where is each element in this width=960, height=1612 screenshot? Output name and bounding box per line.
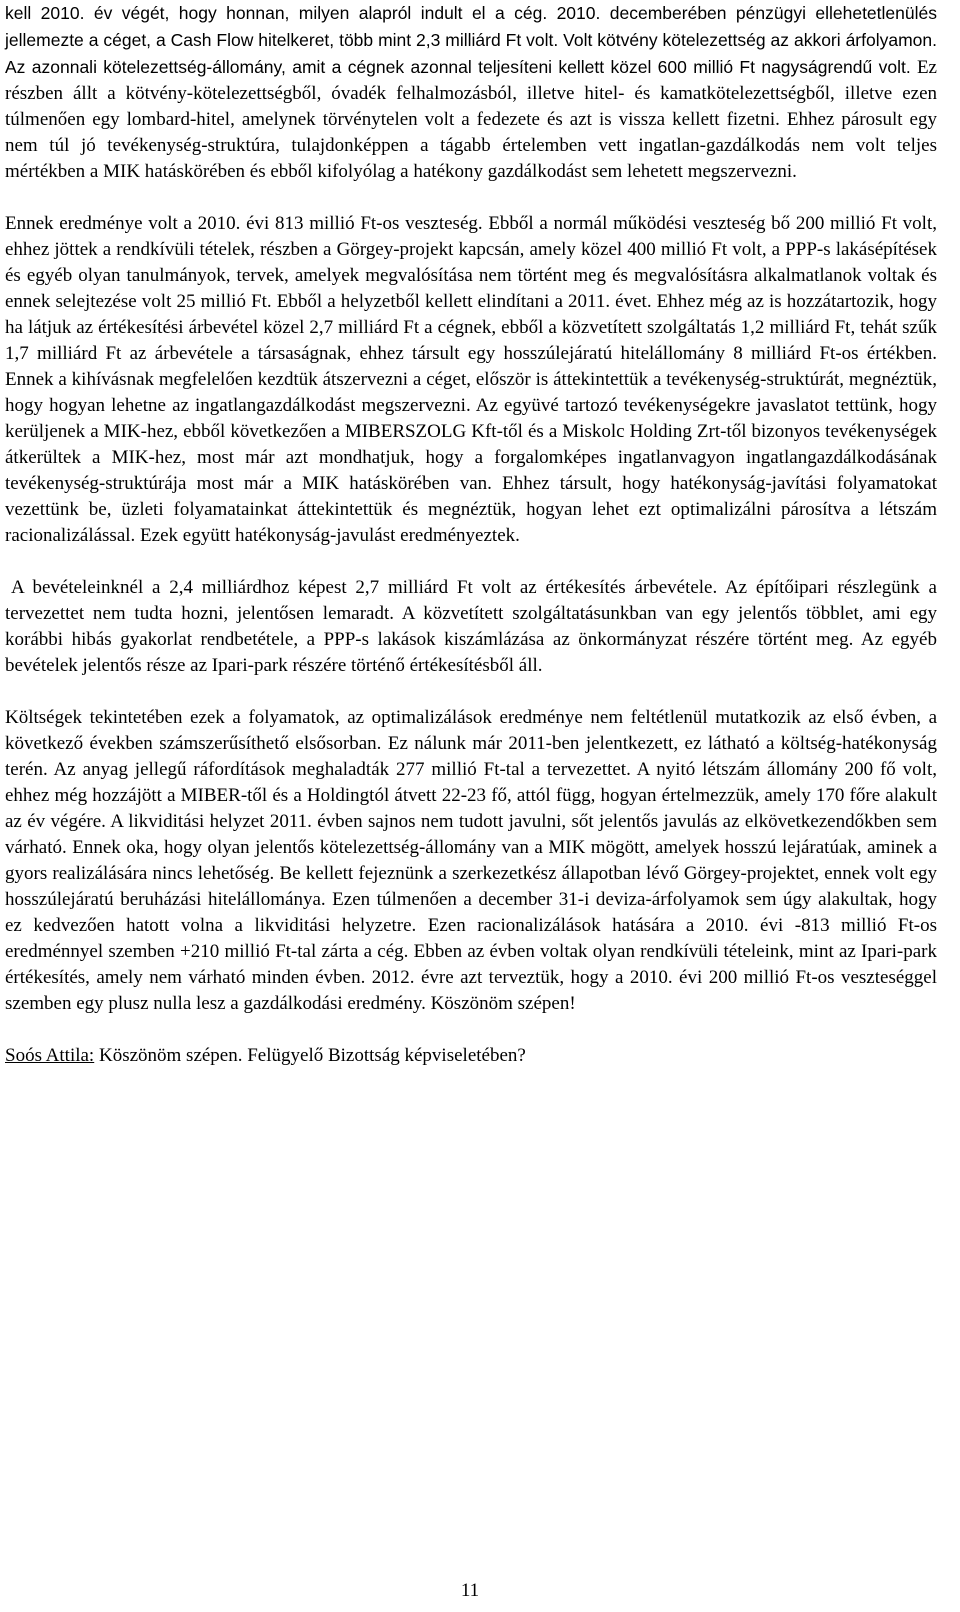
closing-text: Köszönöm szépen. Felügyelő Bizottság képviseletében? bbox=[94, 1045, 526, 1066]
paragraph-1-rest: Ez részben állt a kötvény-kötelezettségből, óvadék felhalmozásból, illetve hitel- és kamatkötelezettségből, illetve ezen túlmenően egy lombard-hitel, amelynek törvénytelen volt a fedezete és azt is vissza kellett fizetni. Ehhez párosult egy nem túl jó tevékenység-struktúra, tulajdonképpen a tágabb értelemben vett ingatlan-gazdálkodás nem volt teljes mértékben a MIK hatáskörében és ebből kifolyólag a hatékony gazdálkodást sem lehetett megszervezni. bbox=[5, 57, 937, 182]
paragraph-gap bbox=[5, 1017, 937, 1043]
paragraph-gap bbox=[5, 679, 937, 705]
paragraph-4: Költségek tekintetében ezek a folyamatok, az optimalizálások eredménye nem feltétlenül mutatkozik az első évben, a következő években számszerűsíthető elsősorban. Ez nálunk már 2011-ben jelentkezett, ez látható a költség-hatékonyság terén. Az anyag jellegű ráfordítások meghaladták 277 millió Ft-tal a tervezettet. A nyitó létszám állomány 200 fő volt, ehhez még hozzájött a MIBER-től és a Holdingtól átvett 22-23 fő, attól függ, hogyan értelmezzük, amely 170 főre alakult az év végére. A likviditási helyzet 2011. évben sajnos nem tudott javulni, sőt jelentős javulás az elkövetkezendőkben sem várható. Ennek oka, hogy olyan jelentős kötelezettség-állomány van a MIK mögött, amelyek hosszú lejáratúak, aminek a gyors realizálására nincs lehetőség. Be kellett fejeznünk a szerkezetkész állapotban lévő Görgey-projektet, ennek volt egy hosszúlejáratú beruházási hitelállománya. Ezen túlmenően a december 31-i deviza-árfolyamok sem úgy alakultak, hogy ez kedvezően hatott volna a likviditási helyzetre. Ezen racionalizálások hatására a 2010. évi -813 millió Ft-os eredménnyel szemben +210 millió Ft-tal zárta a cég. Ebben az évben voltak olyan rendkívüli tételeink, mint az Ipari-park értékesítés, amely nem várható minden évben. 2012. évre azt terveztük, hogy a 2010. évi 200 millió Ft-os veszteséggel szemben egy plusz nulla lesz a gazdálkodási eredmény. Köszönöm szépen! bbox=[5, 707, 937, 1014]
paragraph-1-lead: kell 2010. év végét, hogy honnan, milyen alapról indult el a cég. 2010. decemberében pénzügyi ellehetetlenülés jellemezte a céget, a Cash Flow hitelkeret, több mint 2,3 milliárd Ft volt. Volt kötvény kötelezettség az akkori árfolyamon. Az azonnali kötelezettség-állomány, amit a cégnek azonnal teljesíteni kellett közel 600 millió Ft nagyságrendű volt. bbox=[5, 3, 937, 77]
paragraph-2: Ennek eredménye volt a 2010. évi 813 millió Ft-os veszteség. Ebből a normál működési veszteség bő 200 millió Ft volt, ehhez jöttek a rendkívüli tételek, részben a Görgey-projekt kapcsán, amely közel 400 millió Ft volt, a PPP-s lakásépítések és egyéb olyan tanulmányok, tervek, amelyek megvalósítása nem történt meg és megvalósításra alkalmatlanok voltak és ennek selejtezése volt 25 millió Ft. Ebből a helyzetből kellett elindítani a 2011. évet. Ehhez még az is hozzátartozik, hogy ha látjuk az értékesítési árbevétel közel 2,7 milliárd Ft a cégnek, ebből a közvetített szolgáltatás 1,2 milliárd Ft, tehát szűk 1,7 milliárd Ft az árbevétele a társaságnak, ehhez társult egy hosszúlejáratú hitelállomány 8 milliárd Ft-os értékben. Ennek a kihívásnak megfelelően kezdtük átszervezni a céget, először is áttekintettük a tevékenység-struktúrát, megnéztük, hogy hogyan lehetne az ingatlangazdálkodást megszervezni. Az együvé tartozó tevékenységekre javaslatot tettünk, hogy kerüljenek a MIK-hez, ebből következően a MIBERSZOLG Kft-től és a Miskolc Holding Zrt-től bizonyos tevékenységek átkerültek a MIK-hez, most már azt mondhatjuk, hogy a forgalomképes ingatlanvagyon ingatlangazdálkodásának tevékenység-struktúrája most már a MIK hatáskörében van. Ehhez társult, hogy hatékonyság-javítási folyamatokat vezettünk be, üzleti folyamatainkat áttekintettük és megnéztük, hogyan lehet ezt optimalizálni párosítva a létszám racionalizálással. Ezek együtt hatékonyság-javulást eredményeztek. bbox=[5, 213, 937, 546]
paragraph-gap bbox=[5, 549, 937, 575]
document-page bbox=[5, 0, 937, 1069]
paragraph-3: A bevételeinknél a 2,4 milliárdhoz képest 2,7 milliárd Ft volt az értékesítés árbevétele. Az építőipari részlegünk a tervezettet nem tudta hozni, jelentősen lemaradt. A közvetített szolgáltatásunkban van egy jelentős többlet, ami egy korábbi hibás gyakorlat rendbetétele, a PPP-s lakások kiszámlázása az önkormányzat részére történt meg. Az egyéb bevételek jelentős része az Ipari-park részére történő értékesítésből áll. bbox=[5, 577, 937, 676]
closing-line bbox=[5, 1043, 937, 1069]
paragraph-gap bbox=[5, 185, 937, 211]
paragraph-1 bbox=[5, 0, 937, 185]
page-number: 11 bbox=[460, 1580, 480, 1601]
speaker-name: Soós Attila: bbox=[5, 1045, 95, 1066]
